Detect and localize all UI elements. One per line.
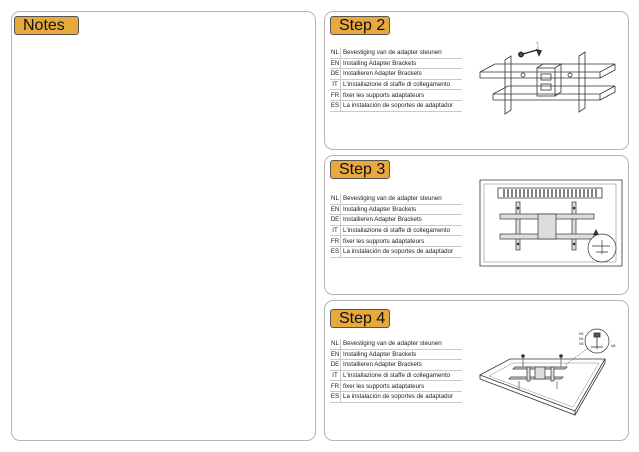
table-row [330, 69, 462, 80]
table-row [330, 215, 462, 226]
instruction-text: Installing Adapter Brackets [341, 58, 463, 69]
instruction-text: fixer les supports adaptateurs [341, 236, 463, 247]
lang-code: DE [330, 70, 340, 78]
step-3-illustration [478, 178, 628, 273]
lang-code: FR [330, 91, 340, 99]
table-row [330, 236, 462, 247]
svg-text:M8: M8 [579, 342, 584, 346]
instruction-text: fixer les supports adaptateurs [341, 90, 463, 101]
lang-code: NL [331, 340, 339, 348]
instruction-text: Installieren Adapter Brackets [341, 215, 463, 226]
instruction-text: Installieren Adapter Brackets [341, 69, 463, 80]
lang-code: EN [330, 350, 340, 358]
instruction-text: La instalación de soportes de adaptador [341, 391, 463, 402]
lang-code: NL [331, 49, 339, 57]
instruction-text: La instalación de soportes de adaptador [341, 100, 463, 111]
table-row [330, 100, 462, 111]
notes-title: Notes [14, 16, 79, 35]
table-row [330, 360, 462, 371]
lang-code: NL [331, 195, 339, 203]
step-3-panel [324, 155, 629, 295]
table-row [330, 194, 462, 204]
step-3-title: Step 3 [330, 160, 390, 179]
notes-panel [11, 11, 316, 441]
step-4-illustration [475, 327, 625, 417]
instruction-text: L'installazione di staffe di collegamento [341, 79, 463, 90]
lang-code: EN [330, 59, 340, 67]
instruction-text: Installing Adapter Brackets [341, 204, 463, 215]
instruction-text: fixer les supports adaptateurs [341, 381, 463, 392]
table-row [330, 381, 462, 392]
table-row [330, 370, 462, 381]
lang-code: ES [330, 393, 340, 401]
svg-text:M5: M5 [579, 332, 584, 336]
step-4-panel [324, 300, 629, 441]
lang-code: ES [330, 102, 340, 110]
step-2-panel [324, 11, 629, 150]
lang-code: IT [330, 370, 341, 381]
step-4-language-table [330, 339, 462, 403]
step-2-illustration [475, 38, 625, 118]
table-row [330, 48, 462, 58]
svg-text:M8: M8 [611, 344, 616, 348]
instruction-text: Installieren Adapter Brackets [341, 360, 463, 371]
instruction-text: Installing Adapter Brackets [341, 349, 463, 360]
step-2-title: Step 2 [330, 16, 390, 35]
instruction-text: Bevestiging van de adapter steunen [341, 48, 463, 58]
instruction-text: L'installazione di staffe di collegamento [341, 370, 463, 381]
step-2-language-table [330, 48, 462, 112]
lang-code: DE [330, 216, 340, 224]
step-3-language-table [330, 194, 462, 258]
table-row [330, 246, 462, 257]
lang-code: FR [330, 237, 340, 245]
table-row [330, 225, 462, 236]
instruction-text: Bevestiging van de adapter steunen [341, 194, 463, 204]
lang-code: EN [330, 205, 340, 213]
table-row [330, 58, 462, 69]
step-4-title: Step 4 [330, 309, 390, 328]
table-row [330, 204, 462, 215]
lang-code: DE [330, 361, 340, 369]
lang-code: ES [330, 248, 340, 256]
table-row [330, 90, 462, 101]
instruction-text: La instalación de soportes de adaptador [341, 246, 463, 257]
table-row [330, 391, 462, 402]
instruction-text: Bevestiging van de adapter steunen [341, 339, 463, 349]
lang-code: FR [330, 382, 340, 390]
table-row [330, 339, 462, 349]
table-row [330, 349, 462, 360]
lang-code: IT [330, 79, 341, 90]
instruction-text: L'installazione di staffe di collegamento [341, 225, 463, 236]
svg-text:M6: M6 [579, 337, 584, 341]
svg-text:T: T [536, 41, 539, 46]
lang-code: IT [330, 225, 341, 236]
table-row [330, 79, 462, 90]
